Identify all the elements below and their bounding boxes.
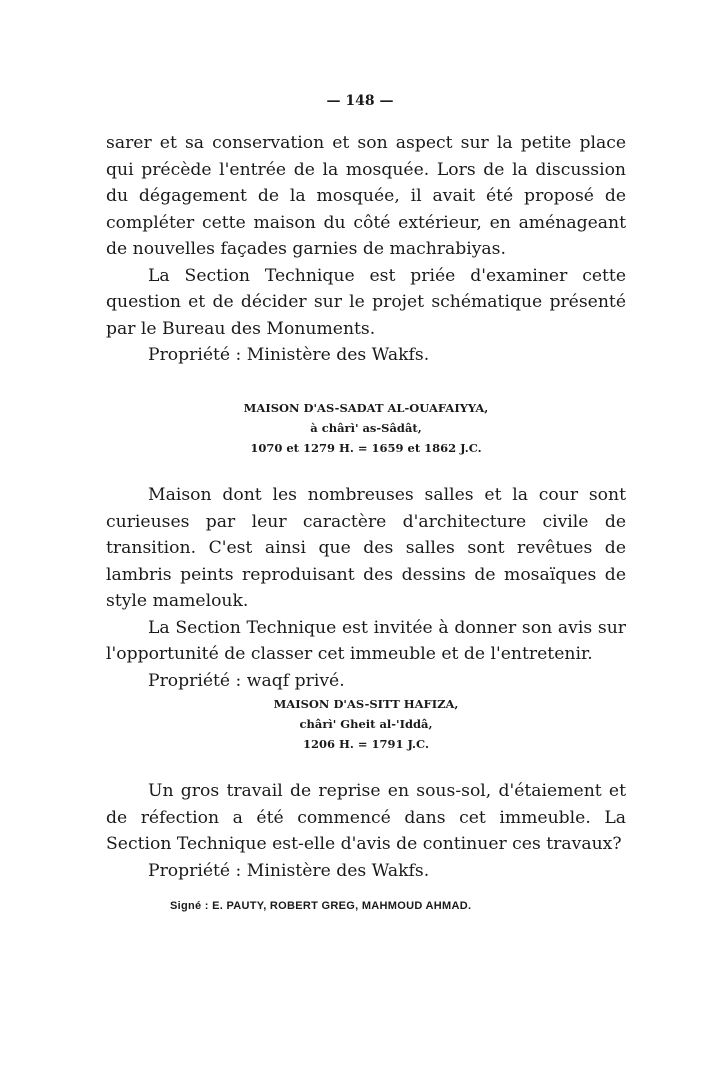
paragraph-ownership: Propriété : Ministère des Wakfs. [148, 860, 430, 881]
heading-title: MAISON D'AS-SADAT AL-OUAFAIYYA, [243, 401, 489, 415]
page-number: — 148 — [326, 93, 394, 109]
paragraph-section-request: La Section Technique est priée d'examiner cette question et de décider sur le projet schématique présenté par le Bureau des Monuments. [106, 265, 626, 339]
heading-street: chârì' Gheit al-'Iddâ, [299, 717, 433, 731]
text-block-intro [106, 130, 626, 369]
section-heading-as-sitt-hafiza [106, 694, 626, 754]
text-block-as-sadat [106, 482, 626, 694]
signature-line: Signé : E. PAUTY, ROBERT GREG, MAHMOUD AHMAD. [170, 900, 472, 912]
paragraph-ownership: Propriété : Ministère des Wakfs. [148, 345, 430, 365]
paragraph-description: Un gros travail de reprise en sous-sol, d'étaiement et de réfection a été commencé dans cet immeuble. La Section Technique est-elle d'avis de continuer ces travaux? [106, 781, 626, 854]
paragraph-description: Maison dont les nombreuses salles et la cour sont curieuses par leur caractère d'architecture civile de transition. C'est ainsi que des salles sont revêtues de lambris peints reproduisant des dessins de mosaïques de style mamelouk. [106, 485, 626, 611]
text-block-as-sitt-hafiza [106, 778, 626, 884]
heading-street: à chârì' as-Sâdât, [310, 421, 422, 435]
paragraph-continuation: sarer et sa conservation et son aspect sur la petite place qui précède l'entrée de la mosquée. Lors de la discussion du dégagement de la mosquée, il avait été proposé de compléter cette maison du côté extérieur, en aménageant de nouvelles façades garnies de machrabiyas. [106, 133, 626, 259]
heading-title: MAISON D'AS-SITT HAFIZA, [273, 697, 459, 711]
section-heading-as-sadat [106, 398, 626, 458]
paragraph-section-request: La Section Technique est invitée à donner son avis sur l'opportunité de classer cet immeuble et de l'entretenir. [106, 617, 626, 664]
heading-dates: 1070 et 1279 H. = 1659 et 1862 J.C. [250, 441, 482, 455]
paragraph-ownership: Propriété : waqf privé. [148, 670, 345, 691]
heading-dates: 1206 H. = 1791 J.C. [302, 737, 430, 751]
